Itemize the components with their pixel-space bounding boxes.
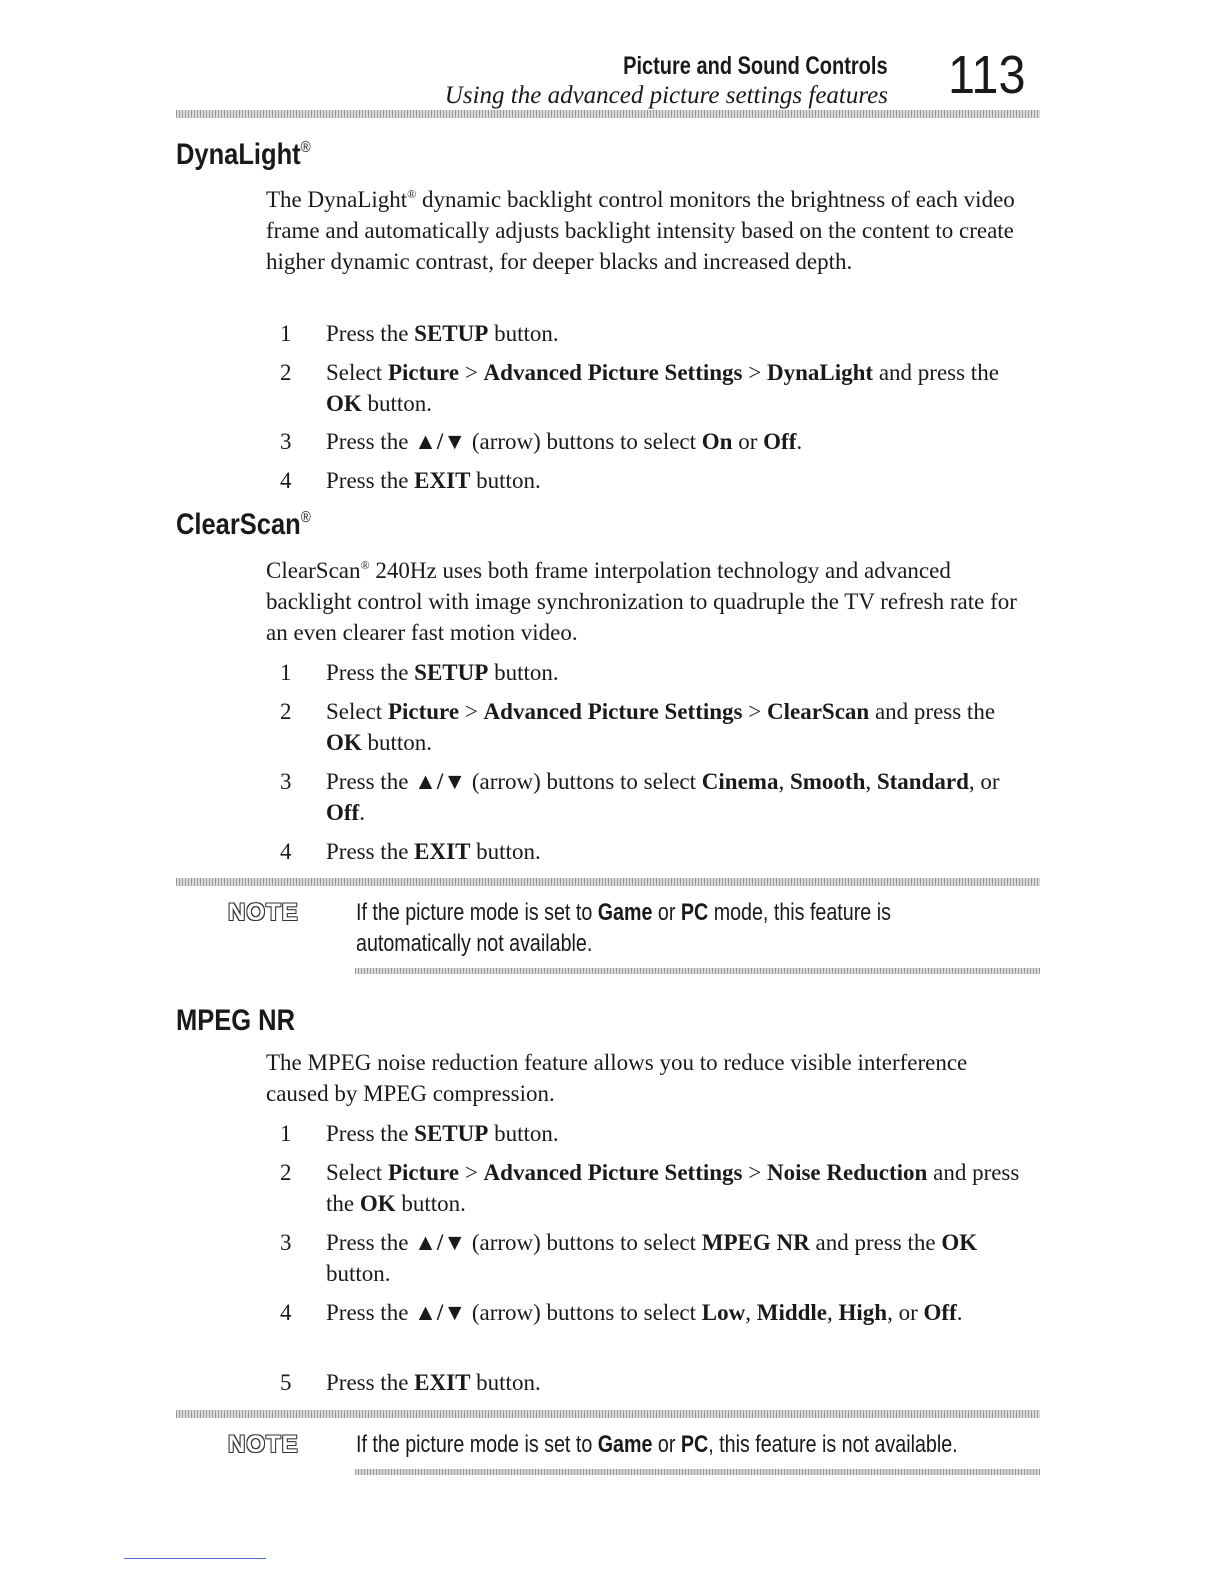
mpeg-nr-intro: The MPEG noise reduction feature allows you to reduce visible interference caused by MPEG compression. <box>266 1050 968 1106</box>
clearscan-intro: ClearScan® 240Hz uses both frame interpolation technology and advanced backlight control with image synchronization to quadruple the TV refresh rate for an even clearer fast motion video. <box>266 558 1017 645</box>
note-label: NOTE <box>228 1431 299 1458</box>
note-top-rule <box>176 878 1040 886</box>
section-heading-clearscan: ClearScan® <box>176 508 311 541</box>
section-heading-mpeg-nr: MPEG NR <box>176 1004 296 1037</box>
note-text: If the picture mode is set to Game or PC mode, this feature is automatically not available. <box>356 899 891 957</box>
note-text: If the picture mode is set to Game or PC, this feature is not available. <box>356 1431 958 1458</box>
note-top-rule <box>176 1410 1040 1418</box>
note-bottom-rule <box>355 968 1040 974</box>
note-label: NOTE <box>228 899 299 926</box>
footer-line <box>124 1558 266 1559</box>
page-number: 113 <box>948 45 1026 105</box>
dynalight-intro: The DynaLight® dynamic backlight control monitors the brightness of each video frame and automatically adjusts backlight intensity based on the content to create higher dynamic contrast, for deeper blacks and increased depth. <box>266 187 1015 274</box>
running-header-chapter: Picture and Sound Controls <box>623 52 888 80</box>
section-heading-dynalight: DynaLight® <box>176 138 311 171</box>
note-bottom-rule <box>355 1469 1040 1475</box>
running-header-subtitle: Using the advanced picture settings features <box>444 82 888 109</box>
header-rule <box>176 110 1040 118</box>
